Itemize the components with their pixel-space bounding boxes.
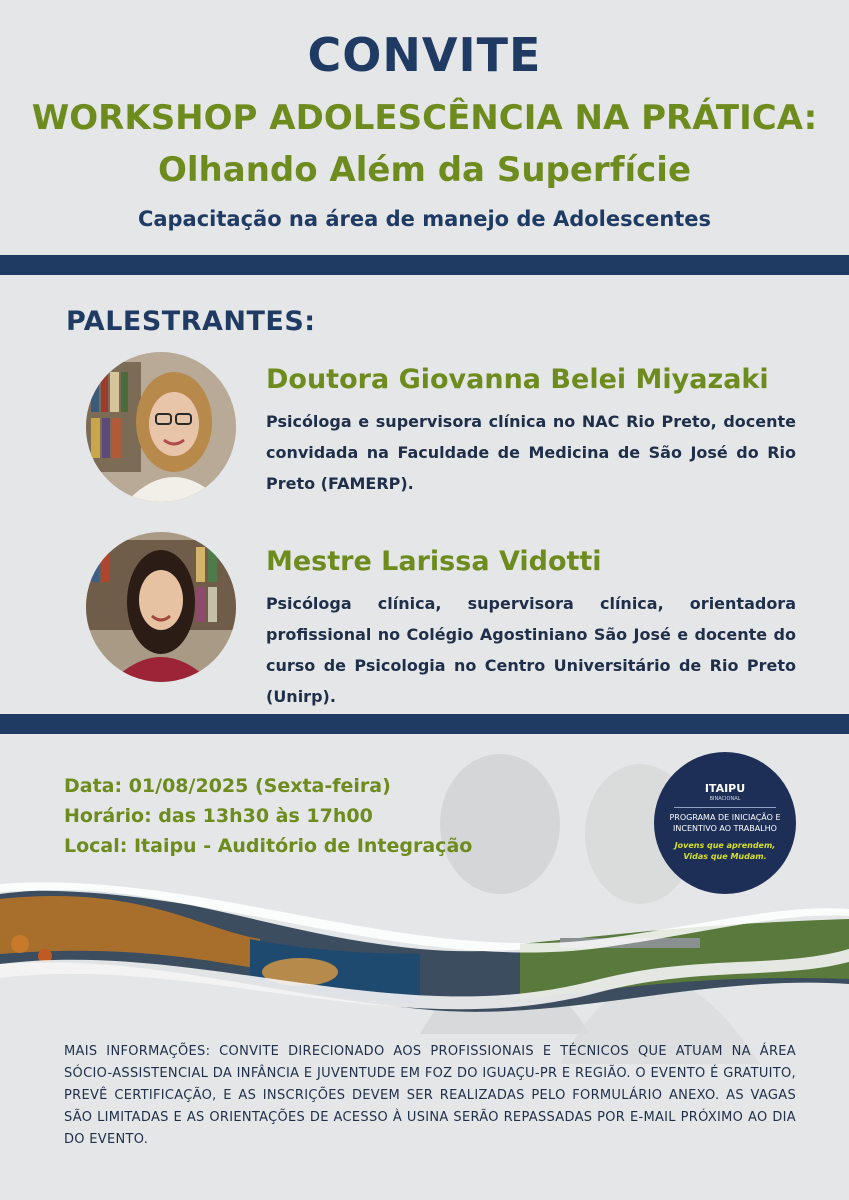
more-information: MAIS INFORMAÇÕES: CONVITE DIRECIONADO AOS PROFISSIONAIS E TÉCNICOS QUE ATUAM NA ÁREA SÓCIO-ASSISTENCIAL DA INFÂNCIA E JUVENTUDE EM FOZ DO IGUAÇU-PR E REGIÃO. O EVENTO É GRATUITO, PREVÊ CERTIFICAÇÃO, E AS INSCRIÇÕES DEVEM SER REALIZADAS PELO FORMULÁRIO ANEXO. AS VAGAS SÃO LIMITADAS E AS ORIENTAÇÕES DE ACESSO À USINA SERÃO REPASSADAS POR E-MAIL PRÓXIMO AO DIA DO EVENTO. [64,1044,796,1147]
speaker-photo-giovanna [86,352,236,502]
middle-divider-band [0,714,849,734]
itaipu-logo-sub: BINACIONAL [709,796,741,802]
badge-divider [674,807,776,808]
invite-title: CONVITE [307,28,542,82]
speaker-bio: Psicóloga clínica, supervisora clínica, orientadora profissional no Colégio Agostiniano São José e docente do curso de Psicologia no Centro Universitário de Rio Preto (Unirp). [266,594,796,706]
speaker-name: Doutora Giovanna Belei Miyazaki [266,364,769,395]
speaker-photo-larissa [86,532,236,682]
event-date: Data: 01/08/2025 (Sexta-feira) [64,775,391,797]
program-name: PROGRAMA DE INICIAÇÃO E INCENTIVO AO TRABALHO [669,813,781,833]
workshop-subtitle: Olhando Além da Superfície [157,150,692,190]
speakers-heading: PALESTRANTES: [66,306,316,337]
training-description: Capacitação na área de manejo de Adolescentes [137,207,712,231]
itaipu-logo: ITAIPU [704,782,746,795]
top-divider-band [0,255,849,275]
event-time: Horário: das 13h30 às 17h00 [64,805,373,827]
event-location: Local: Itaipu - Auditório de Integração [64,835,473,857]
speaker-bio: Psicóloga e supervisora clínica no NAC Rio Preto, docente convidada na Faculdade de Medicina de São José do Rio Preto (FAMERP). [266,412,796,493]
program-slogan: Jovens que aprendem, Vidas que Mudam. [674,841,776,861]
speaker-name: Mestre Larissa Vidotti [266,546,602,577]
itaipu-program-badge [654,752,796,894]
workshop-title: WORKSHOP ADOLESCÊNCIA NA PRÁTICA: [31,98,818,138]
